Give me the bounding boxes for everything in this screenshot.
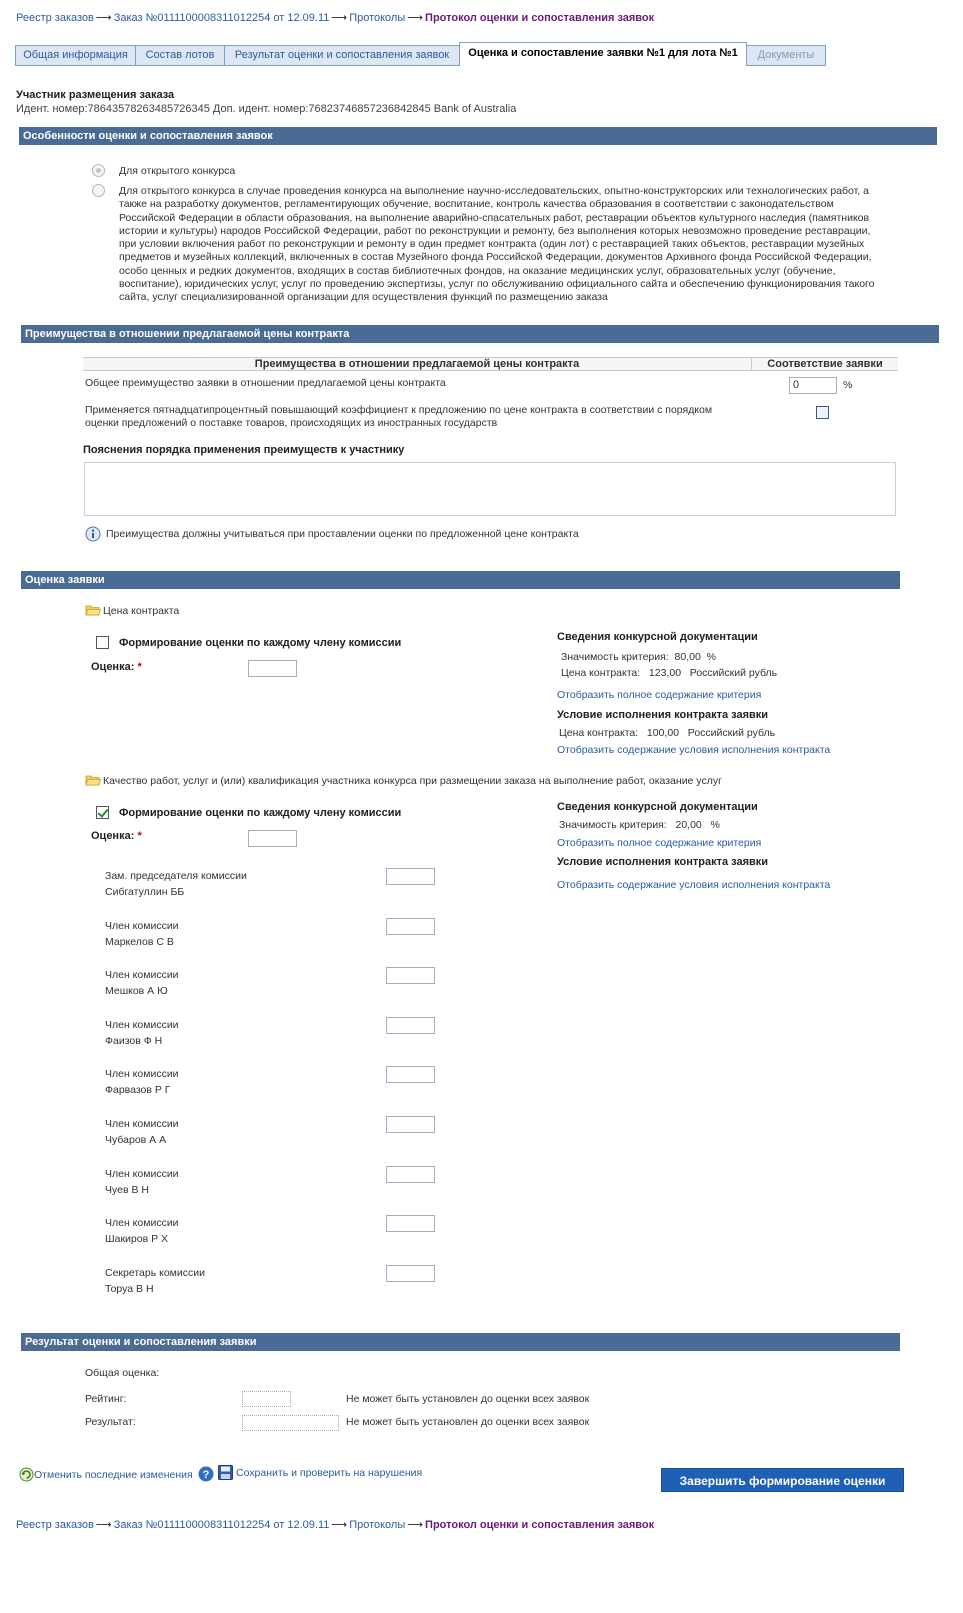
criterion2-show-cond-link[interactable]: Отобразить содержание условия исполнения контракта bbox=[557, 879, 831, 891]
breadcrumb-link-order[interactable]: Заказ №0111100008311012254 от 12.09.11 bbox=[113, 1519, 330, 1531]
breadcrumb-arrow: ⟶ bbox=[331, 12, 348, 24]
result-label: Результат: bbox=[85, 1416, 136, 1428]
member-score-input[interactable] bbox=[386, 967, 435, 984]
member-name: Шакиров Р Х bbox=[105, 1233, 169, 1245]
coefficient-label: Применяется пятнадцатипроцентный повышающий коэффициент к предложению по цене контракта в соответствии с порядком оценки предложений о поставке товаров, происходящих из иностранных государств bbox=[85, 404, 713, 430]
folder-icon bbox=[85, 774, 101, 789]
breadcrumb-link-protocols[interactable]: Протоколы bbox=[349, 12, 406, 24]
member-name: Сибгатуллин ББ bbox=[105, 886, 185, 898]
breadcrumb-arrow: ⟶ bbox=[331, 1519, 348, 1531]
criterion1-cond-heading: Условие исполнения контракта заявки bbox=[557, 709, 769, 721]
criterion2-cond-heading: Условие исполнения контракта заявки bbox=[557, 856, 769, 868]
criterion2-doc-heading: Сведения конкурсной документации bbox=[557, 801, 758, 813]
breadcrumb-arrow: ⟶ bbox=[407, 12, 424, 24]
member-score-input[interactable] bbox=[386, 1166, 435, 1183]
criterion1-per-member-checkbox[interactable] bbox=[96, 636, 109, 649]
member-score-input[interactable] bbox=[386, 1215, 435, 1232]
member-name: Чуев В Н bbox=[105, 1184, 149, 1196]
advantages-col-header: Преимущества в отношении предлагаемой цены контракта bbox=[83, 358, 752, 370]
breadcrumb-arrow: ⟶ bbox=[407, 1519, 424, 1531]
radio-open-contest[interactable] bbox=[92, 164, 105, 177]
criterion1-show-cond-link[interactable]: Отобразить содержание условия исполнения контракта bbox=[557, 744, 831, 756]
member-score-input[interactable] bbox=[386, 1116, 435, 1133]
criterion1-score-input[interactable] bbox=[248, 660, 297, 677]
save-check-link[interactable]: Сохранить и проверить на нарушения bbox=[236, 1467, 423, 1479]
criterion1-title: Цена контракта bbox=[103, 605, 180, 617]
member-role: Секретарь комиссии bbox=[105, 1267, 205, 1279]
member-role: Зам. председателя комиссии bbox=[105, 870, 247, 882]
tab-general-info[interactable]: Общая информация bbox=[15, 45, 136, 66]
radio-open-contest-special[interactable] bbox=[92, 184, 105, 197]
member-role: Член комиссии bbox=[105, 1118, 179, 1130]
criterion2-significance: Значимость критерия: 20,00 % bbox=[559, 819, 720, 831]
finish-evaluation-button[interactable]: Завершить формирование оценки bbox=[661, 1468, 904, 1492]
info-note: Преимущества должны учитываться при проставлении оценки по предложенной цене контракта bbox=[106, 528, 579, 540]
tab-evaluation-result[interactable]: Результат оценки и сопоставления заявок bbox=[224, 45, 460, 66]
member-role: Член комиссии bbox=[105, 1019, 179, 1031]
member-name: Фарвазов Р Г bbox=[105, 1084, 171, 1096]
member-name: Маркелов С В bbox=[105, 936, 174, 948]
breadcrumb-link-registry[interactable]: Реестр заказов bbox=[16, 12, 94, 24]
overall-advantage-unit: % bbox=[843, 379, 853, 391]
advantages-section-header: Преимущества в отношении предлагаемой цены контракта bbox=[21, 325, 939, 343]
overall-advantage-label: Общее преимущество заявки в отношении предлагаемой цены контракта bbox=[85, 377, 446, 389]
features-section-header: Особенности оценки и сопоставления заявок bbox=[19, 127, 937, 145]
advantages-table-header bbox=[83, 357, 898, 371]
criterion1-score-label: Оценка: * bbox=[91, 661, 142, 673]
breadcrumb-arrow: ⟶ bbox=[95, 1519, 112, 1531]
undo-link[interactable]: Отменить последние изменения bbox=[34, 1469, 193, 1481]
criterion2-title: Качество работ, услуг и (или) квалификация участника конкурса при размещении заказа на выполнение работ, оказание услуг bbox=[103, 775, 722, 787]
explanation-textarea[interactable] bbox=[84, 462, 896, 516]
total-score-label: Общая оценка: bbox=[85, 1367, 160, 1379]
member-role: Член комиссии bbox=[105, 1168, 179, 1180]
tab-application-evaluation[interactable]: Оценка и сопоставление заявки №1 для лота №1 bbox=[459, 42, 747, 66]
breadcrumb-current: Протокол оценки и сопоставления заявок bbox=[425, 12, 655, 24]
participant-heading: Участник размещения заказа bbox=[16, 89, 175, 101]
help-icon[interactable] bbox=[198, 1466, 214, 1482]
breadcrumb-link-protocols[interactable]: Протоколы bbox=[349, 1519, 406, 1531]
compliance-col-header: Соответствие заявки bbox=[767, 358, 883, 370]
criterion1-significance: Значимость критерия: 80,00 % bbox=[561, 651, 717, 663]
member-name: Чубаров А А bbox=[105, 1134, 167, 1146]
breadcrumb-link-registry[interactable]: Реестр заказов bbox=[16, 1519, 94, 1531]
tab-bar bbox=[15, 42, 925, 66]
criterion1-doc-heading: Сведения конкурсной документации bbox=[557, 631, 758, 643]
result-section-header: Результат оценки и сопоставления заявки bbox=[21, 1333, 900, 1351]
member-role: Член комиссии bbox=[105, 1068, 179, 1080]
member-score-input[interactable] bbox=[386, 868, 435, 885]
criterion1-per-member-label: Формирование оценки по каждому члену комиссии bbox=[119, 637, 402, 649]
member-score-input[interactable] bbox=[386, 1017, 435, 1034]
member-score-input[interactable] bbox=[386, 1066, 435, 1083]
criterion1-cond-price: Цена контракта: 100,00 Российский рубль bbox=[559, 727, 776, 739]
member-role: Член комиссии bbox=[105, 1217, 179, 1229]
criterion2-per-member-checkbox[interactable] bbox=[96, 806, 109, 819]
criterion2-score-input[interactable] bbox=[248, 830, 297, 847]
evaluation-section-header: Оценка заявки bbox=[21, 571, 900, 589]
breadcrumb-link-order[interactable]: Заказ №0111100008311012254 от 12.09.11 bbox=[113, 12, 330, 24]
radio-open-contest-label: Для открытого конкурса bbox=[119, 165, 236, 177]
folder-icon bbox=[85, 604, 101, 619]
member-score-input[interactable] bbox=[386, 918, 435, 935]
rating-label: Рейтинг: bbox=[85, 1393, 127, 1405]
member-name: Мешков А Ю bbox=[105, 985, 168, 997]
coefficient-checkbox[interactable] bbox=[816, 406, 829, 419]
criterion1-price: Цена контракта: 123,00 Российский рубль bbox=[561, 667, 778, 679]
undo-icon[interactable] bbox=[19, 1467, 34, 1482]
criterion2-show-full-link[interactable]: Отобразить полное содержание критерия bbox=[557, 837, 762, 849]
member-name: Фаизов Ф Н bbox=[105, 1035, 163, 1047]
breadcrumb-bottom bbox=[16, 1518, 654, 1531]
overall-advantage-input[interactable]: 0 bbox=[789, 377, 837, 394]
result-note: Не может быть установлен до оценки всех заявок bbox=[346, 1416, 590, 1428]
criterion2-per-member-label: Формирование оценки по каждому члену комиссии bbox=[119, 807, 402, 819]
participant-info: Идент. номер:78643578263485726345 Доп. идент. номер:76823746857236842845 Bank of Australia bbox=[16, 103, 517, 115]
breadcrumb-arrow: ⟶ bbox=[95, 12, 112, 24]
member-score-input[interactable] bbox=[386, 1265, 435, 1282]
svg-text:?: ? bbox=[202, 1469, 210, 1481]
member-role: Член комиссии bbox=[105, 920, 179, 932]
criterion1-show-full-link[interactable]: Отобразить полное содержание критерия bbox=[557, 689, 762, 701]
tab-lots[interactable]: Состав лотов bbox=[135, 45, 225, 66]
breadcrumb-current: Протокол оценки и сопоставления заявок bbox=[425, 1519, 655, 1531]
save-icon[interactable] bbox=[218, 1465, 233, 1480]
rating-note: Не может быть установлен до оценки всех заявок bbox=[346, 1393, 590, 1405]
criterion2-score-label: Оценка: * bbox=[91, 830, 142, 842]
result-field bbox=[242, 1415, 339, 1431]
rating-field bbox=[242, 1391, 291, 1407]
breadcrumb-top bbox=[16, 11, 654, 24]
explanation-label: Пояснения порядка применения преимуществ к участнику bbox=[83, 444, 405, 456]
radio-open-contest-special-label: Для открытого конкурса в случае проведения конкурса на выполнение научно-исследовательских, опытно-конструкторских или технологических работ, а также на разработку документов, регламентирующих обучение, воспитание, контроль качества образования в соответствии с законодательством Российской Федерации в области образования, на выполнение аварийно-спасательных работ, реставрации объектов культурного наследия (памятников истории и культуры) народов Российской Федерации, работ по реконструкции и ремонту, без выполнения которых невозможно проведение реставрации, при условии включения работ по реконструкции и ремонту в один предмет контракта (один лот) с реставрацией таких объектов, реставрации музейных предметов и музейных коллекций, включенных в состав Музейного фонда Российской Федерации, документов Архивного фонда Российской Федерации, особо ценных и редких документов, входящих в состав библиотечных фондов, на оказание медицинских услуг, образовательных услуг (обучение, воспитание), юридических услуг, услуг по проведению экспертизы, услуг по обслуживанию официального сайта и обеспечению функционирования такого сайта, услуг специализированной организации для осуществления функций по размещению заказа bbox=[119, 185, 875, 304]
tab-documents[interactable]: Документы bbox=[746, 45, 826, 66]
member-role: Член комиссии bbox=[105, 969, 179, 981]
info-icon bbox=[85, 526, 101, 542]
member-name: Торуа В Н bbox=[105, 1283, 154, 1295]
